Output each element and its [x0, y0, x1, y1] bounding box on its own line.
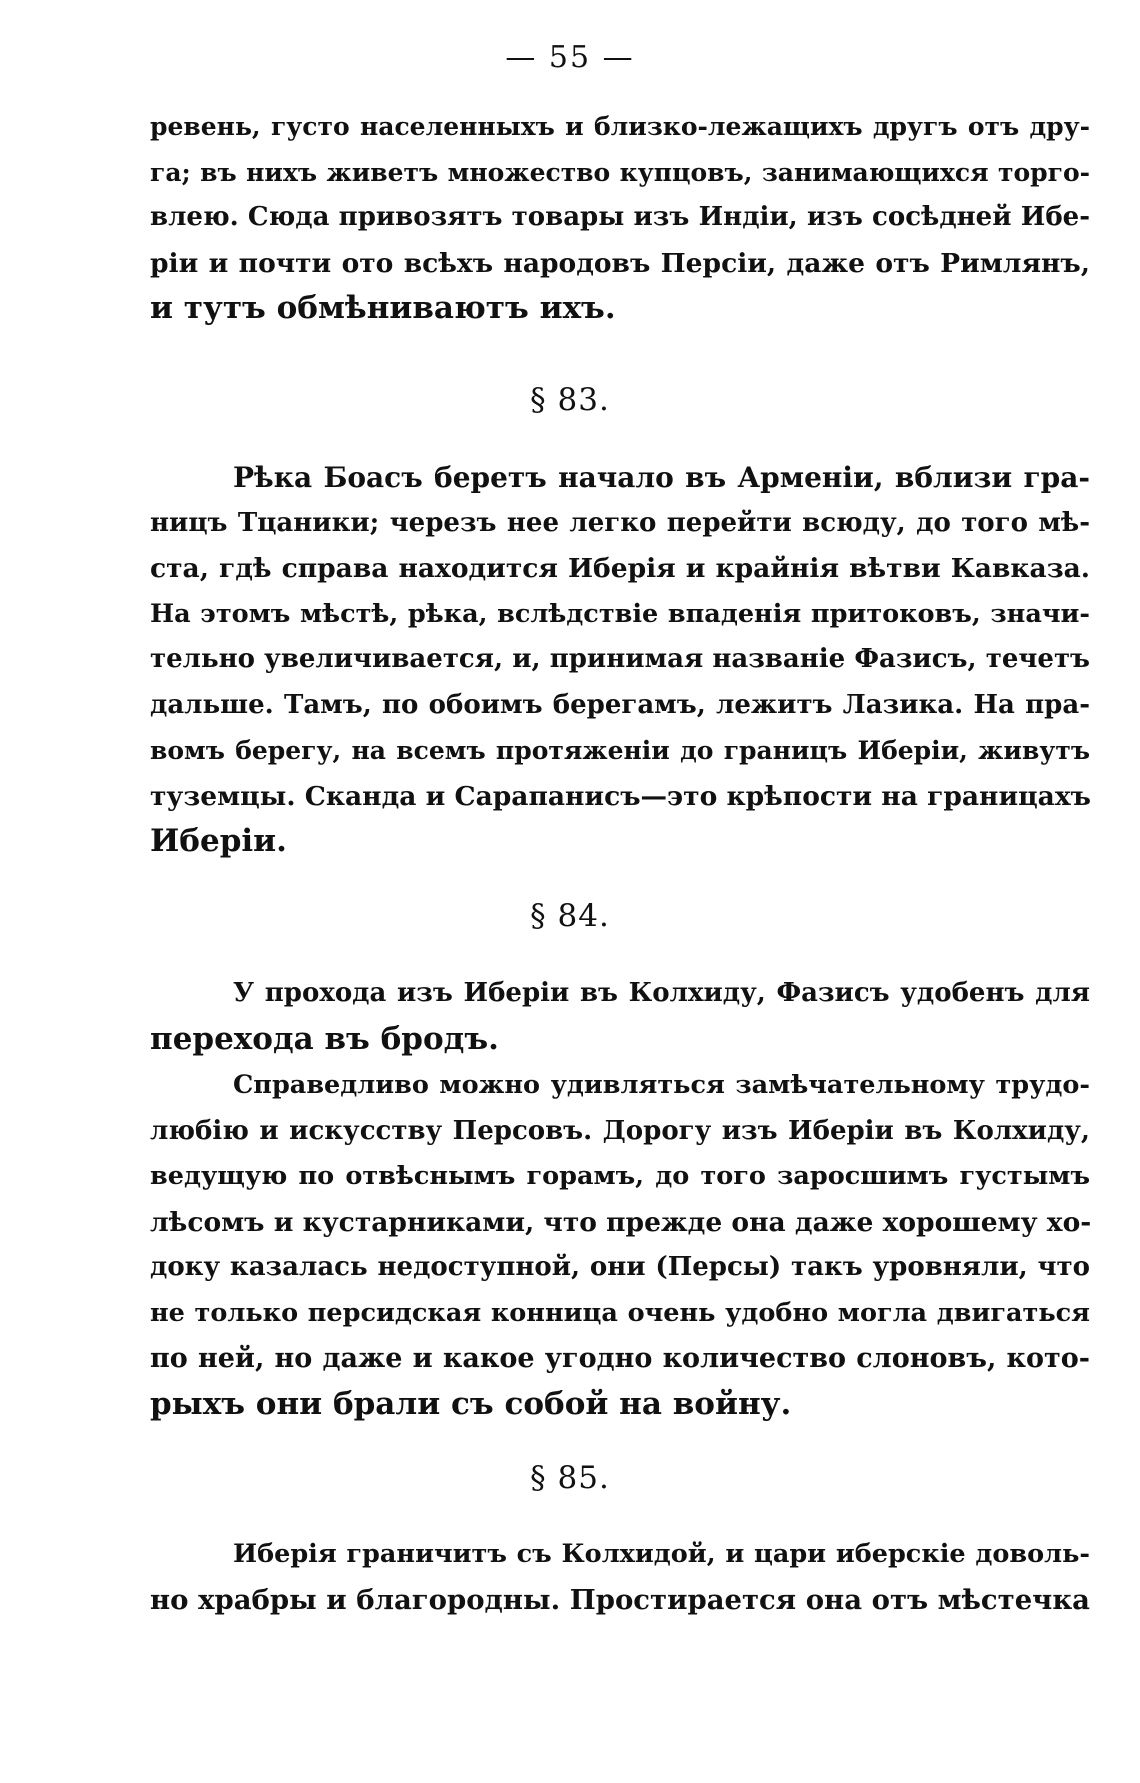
page-number: — 55 — [505, 40, 635, 75]
text-line: ведущую по отвѣснымъ горамъ, до того заросшимъ густымъ [150, 1161, 1090, 1191]
text-line: и тутъ обмѣниваютъ ихъ. [150, 290, 616, 326]
section-heading-84: § 84. [530, 898, 610, 934]
text-line: Рѣка Боасъ беретъ начало въ Арменіи, вблизи гра- [233, 461, 1090, 494]
text-line: Иберія граничитъ съ Колхидой, и цари иберскіе доволь- [233, 1539, 1090, 1569]
text-line: У прохода изъ Иберіи въ Колхиду, Фазисъ удобенъ для [233, 978, 1090, 1008]
text-line: лѣсомъ и кустарниками, что прежде она даже хорошему хо- [150, 1206, 1092, 1238]
text-line: перехода въ бродъ. [150, 1020, 499, 1057]
text-line: Иберіи. [150, 823, 287, 859]
text-line: рыхъ они брали съ собой на войну. [150, 1385, 792, 1422]
text-line: доку казалась недоступной, они (Персы) такъ уровняли, что [150, 1252, 1090, 1282]
section-84-paragraph-1 [150, 971, 1090, 1062]
text-line: любію и искусству Персовъ. Дорогу изъ Иберіи въ Колхиду, [150, 1115, 1090, 1146]
text-line: не только персидская конница очень удобно могла двигаться [150, 1297, 1090, 1328]
text-line: ріи и почти ото всѣхъ народовъ Персіи, даже отъ Римлянъ, [150, 247, 1090, 279]
text-line: по ней, но даже и какое угодно количество слоновъ, кото- [150, 1343, 1090, 1374]
text-line: Справедливо можно удивляться замѣчательному трудо- [233, 1070, 1090, 1100]
section-83-paragraph [150, 455, 1090, 865]
section-heading-85: § 85. [530, 1460, 610, 1496]
section-heading-83: § 83. [530, 382, 610, 418]
text-line: вомъ берегу, на всемъ протяженіи до границъ Иберіи, живутъ [150, 736, 1090, 765]
text-line: влею. Сюда привозятъ товары изъ Индіи, изъ сосѣдней Ибе- [150, 202, 1090, 232]
text-line: ревень, густо населенныхъ и близко-лежащихъ другъ отъ дру- [150, 112, 1090, 141]
text-line: дальше. Тамъ, по обоимъ берегамъ, лежитъ Лазика. На пра- [150, 689, 1090, 720]
continuation-paragraph [150, 104, 1090, 332]
section-85-paragraph [150, 1532, 1090, 1623]
text-line: На этомъ мѣстѣ, рѣка, вслѣдствіе впаденія притоковъ, значи- [150, 598, 1090, 629]
text-line: тельно увеличивается, и, принимая названіе Фазисъ, течетъ [150, 644, 1090, 674]
text-line: ницъ Тцаники; черезъ нее легко перейти всюду, до того мѣ- [150, 507, 1090, 538]
text-line: ста, гдѣ справа находится Иберія и крайнія вѣтви Кавказа. [150, 553, 1090, 584]
text-line: га; въ нихъ живетъ множество купцовъ, занимающихся торго- [150, 157, 1090, 187]
text-line: но храбры и благородны. Простирается она отъ мѣстечка [150, 1583, 1090, 1616]
section-84-paragraph-2 [150, 1063, 1090, 1427]
text-line: туземцы. Сканда и Сарапанисъ—это крѣпости на границахъ [150, 780, 1091, 812]
